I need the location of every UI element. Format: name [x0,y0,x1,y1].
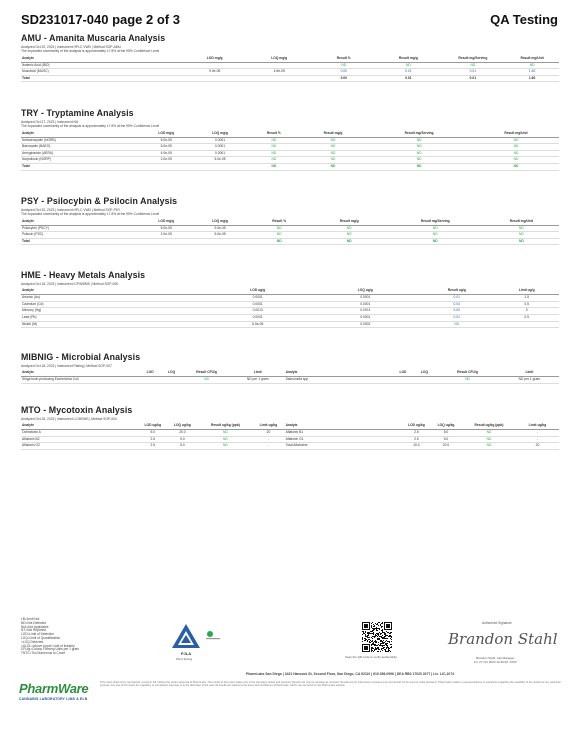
table-cell: 0.0074 [312,308,420,315]
table-row [21,69,559,76]
column-header: Result CFU/g [182,371,230,376]
table-cell: ND per 1 gram [500,377,559,384]
table-cell: 5.0 [166,443,198,450]
signature-icon: Brandon Stahl [448,630,558,648]
microbial-table [21,371,559,383]
verification-qr-code[interactable] [362,622,392,652]
table-cell: 5.0e-05 [193,232,247,239]
table-cell: 20 [516,443,559,450]
table-cell: 5.0e-05 [139,144,193,151]
column-header: LOQ [414,371,436,376]
amu-table [21,57,559,83]
table-cell: ND [247,157,301,164]
table-cell: Salmonella spp. [285,377,393,384]
column-header: Result % [247,220,312,225]
column-header: Analyte [285,424,403,429]
table-cell: 0.00 [312,69,377,76]
table-cell: 0.0001 [204,314,312,321]
table-row [21,225,559,232]
column-header: Analyte [21,424,139,429]
table-cell: 5.0e-05 [139,225,193,232]
mycotoxin-meta [21,417,559,421]
table-cell: ND [473,144,559,151]
table-cell: 1.60 [505,69,559,76]
column-header: LOQ mg/g [193,132,247,137]
microbial-meta-line1: Analyzed Oct 18, 2023 | Instrument Plating | Method SOP-007 [21,364,112,368]
hme-meta-line1: Analyzed Oct 18, 2023 | Instrument ICP/MSMS | Method SOP-005 [21,282,119,286]
table-cell: 0.01 [376,75,441,82]
table-cell: ND [435,377,500,384]
table-cell: ND [365,137,473,144]
table-cell: - [252,443,284,450]
table-row [21,377,559,384]
table-cell: ND [484,238,559,245]
table-cell: ND [387,238,484,245]
table-cell: Psilocin (PSC) [21,232,139,239]
table-cell [494,321,559,328]
column-header: LOQ ug/g [312,289,420,294]
pjla-caption: PJLA Testing [176,657,193,661]
table-cell: 5.0 [430,430,462,437]
signature-label: Authorized Signature [482,621,512,625]
column-header: Result mg/Unit [484,220,559,225]
table-cell: ND [473,137,559,144]
table-cell: ND [247,163,301,170]
table-cell: 6.0e-05 [204,321,312,328]
table-cell: ND [247,238,312,245]
table-cell: 0.01 [419,314,494,321]
pharmware-brand: PharmWare [19,681,89,696]
column-header: Limit ug/kg [252,424,284,429]
table-cell: ND [387,225,484,232]
table-cell: 20 [252,430,284,437]
column-header: Result CFU/g [435,371,500,376]
table-cell [139,163,193,170]
table-cell: 9.0e-05 [182,69,247,76]
column-header: Result mg/g [301,132,366,137]
table-cell: Total [21,75,182,82]
table-cell: ND [301,137,366,144]
table-cell: ND [312,62,377,69]
table-row [21,144,559,151]
table-cell: ND [182,377,230,384]
column-header: Analyte [285,371,393,376]
amu-section [21,33,559,82]
column-header: Analyte [21,289,204,294]
table-cell: 0.01 [441,69,506,76]
abbreviation-legend [21,618,79,656]
table-cell: Mercury (Hg) [21,308,204,315]
legend-item: LOQ=Limit of Quantification [21,635,61,640]
microbial-meta [21,364,559,368]
table-cell: Norpsilocin (NORP) [21,157,139,164]
table-cell: 5.0e-05 [193,157,247,164]
table-row [21,308,559,315]
signed-date: Fri, 27 Oct 2023 12:46:00 -0700 [474,659,517,664]
svg-text:PJLA: PJLA [180,651,192,656]
table-cell: 0.0001 [193,150,247,157]
column-header: Result mg/Serving [441,57,506,62]
table-cell: ND [505,62,559,69]
table-cell: ND [462,436,516,443]
table-cell [139,377,161,384]
legend-item: LOD=Limit of Detection [21,632,55,637]
table-cell [161,377,183,384]
table-row [21,75,559,82]
table-cell: Norbaeocystin (NORB) [21,137,139,144]
table-cell: 20.0 [430,443,462,450]
mycotoxin-meta-line1: Analyzed Oct 18, 2023 | Instrument LC/MSMS | Method SOP-004 [21,417,117,421]
legend-item: LB=Limit Not [21,617,40,621]
column-header: LOD mg/g [139,220,193,225]
table-cell: ND [247,144,301,151]
table-cell: 0.0001 [312,314,420,321]
table-row [21,436,559,443]
microbial-section [21,352,559,384]
table-cell [414,377,436,384]
psy-title: PSY - Psilocybin & Psilocin Analysis [21,196,178,206]
psy-section [21,196,559,245]
table-cell: ND [462,443,516,450]
table-cell: Shiga toxin-producing Escherichia Coli [21,377,139,384]
column-header: LOQ ug/kg [430,424,462,429]
table-cell: ND [365,144,473,151]
table-cell: 2.5 [139,443,166,450]
table-row [21,163,559,170]
table-cell: 3 [494,308,559,315]
table-cell: 0.0001 [193,144,247,151]
table-cell: Ibotenic Acid (IBO) [21,62,182,69]
table-cell [182,62,247,69]
column-header: LOQ mg/g [193,220,247,225]
table-cell: ND [376,62,441,69]
column-header: Analyte [21,220,139,225]
column-header: Result mg/g [312,220,387,225]
table-row [21,443,559,450]
table-cell: 2.5 [403,430,430,437]
table-cell: 2.5 [139,436,166,443]
table-cell: ND [365,150,473,157]
table-cell: Baeocystin (BAEO) [21,144,139,151]
table-cell: 10.0 [403,443,430,450]
table-cell: Muscimol (MUSC) [21,69,182,76]
table-cell: ND [462,430,516,437]
table-cell: - [516,436,559,443]
qr-caption: Scan the QR code to verify authenticity. [345,655,398,659]
table-cell: 5.0 [139,430,166,437]
table-cell: 0.0001 [193,137,247,144]
table-cell: - [252,436,284,443]
table-cell: ND [473,163,559,170]
table-cell: Aflatoxin G1 [285,436,403,443]
column-header: Analyte [21,132,139,137]
table-cell: ND [441,62,506,69]
column-header: LOQ [161,371,183,376]
table-cell: 5.0 [430,436,462,443]
try-meta [21,120,559,129]
pjla-accreditation-icon [170,622,222,662]
table-row [21,430,559,437]
mycotoxin-table [21,424,559,450]
table-cell: 2.5 [403,436,430,443]
column-header: Limit [231,371,285,376]
amu-meta-line2: The expanded uncertainty of the analysis is approximately ±7.8% at the 95% Confidence Level [21,49,160,54]
table-cell: 1.60 [505,75,559,82]
report-title: SD231017-040 page 2 of 3 [21,12,180,27]
table-cell: ND [301,150,366,157]
table-row [21,301,559,308]
table-cell: ND [473,157,559,164]
table-cell: ND [199,443,253,450]
table-row [21,150,559,157]
column-header: Result % [312,57,377,62]
table-cell: ND [365,157,473,164]
table-cell: 4.5e-05 [247,69,312,76]
table-cell: ND [301,163,366,170]
column-header: Result mg/Unit [505,57,559,62]
hme-table [21,289,559,328]
table-cell: ND [247,150,301,157]
microbial-title: MIBNIG - Microbial Analysis [21,352,141,362]
try-meta-line2: The expanded uncertainty of the analysis is approximately ±7.8% at the 95% Confidence Level [21,124,160,129]
table-cell: ND [247,137,301,144]
table-cell: ND [301,144,366,151]
amu-meta-line1: Analyzed Oct 20, 2023 | Instrument HPLC VWD | Method SOP-AMU [21,45,121,49]
table-cell: 9.0e-05 [193,225,247,232]
table-cell: ND [247,225,312,232]
try-title: TRY - Tryptamine Analysis [21,108,134,118]
table-row [21,321,559,328]
table-cell: Psilocybin (PSCY) [21,225,139,232]
column-header: Analyte [21,57,182,62]
column-header: LOD ug/g [204,289,312,294]
column-header: LOD mg/g [182,57,247,62]
column-header: LOD [139,371,161,376]
table-cell: ND [301,157,366,164]
column-header: LOD mg/g [139,132,193,137]
table-cell: ND [365,163,473,170]
table-cell: ND [387,232,484,239]
table-cell: ND [484,225,559,232]
table-cell: 0.00 [419,308,494,315]
table-cell: 0.5 [494,301,559,308]
table-cell: Total [21,163,139,170]
table-cell: Aflatoxin B1 [285,430,403,437]
table-row [21,157,559,164]
legend-item: ND=Not Detected [21,620,47,625]
table-cell: 0.0001 [204,301,312,308]
column-header: Result ug/kg (ppb) [462,424,516,429]
table-cell: Aflatoxin B2 [21,436,139,443]
table-cell: ND [473,150,559,157]
table-cell: ND [484,232,559,239]
column-header: Result ug/kg (ppb) [199,424,253,429]
pharmware-subtitle: CANNABIS LABORATORY LIMS & ELN [19,697,88,701]
column-header: Result mg/Unit [473,132,559,137]
table-cell: 0.0001 [312,295,420,302]
mycotoxin-section [21,405,559,450]
table-row [21,232,559,239]
table-cell: 2.0e-05 [139,232,193,239]
column-header: Limit [500,371,559,376]
table-cell: Cadmium (Cd) [21,301,204,308]
signer-details [474,657,517,665]
lab-address: PharmLabs San Diego | 3421 Hancock St, Second Floor, San Diego, CA 92110 | 619.356.0996 | DEA RB0 17020 3077 | Lic. LIC-1074 [245,672,455,676]
table-cell [247,75,312,82]
pharmware-logo [19,681,88,701]
table-cell: ND [199,430,253,437]
table-cell: ND [312,232,387,239]
column-header: Result ug/g [419,289,494,294]
table-cell: ND [247,232,312,239]
column-header: Result mg/Serving [387,220,484,225]
table-cell: 4.0e-05 [139,150,193,157]
column-header: LOD ug/kg [403,424,430,429]
table-cell: 0.0013 [204,308,312,315]
table-cell: 0.5 [494,314,559,321]
table-row [21,238,559,245]
table-cell: 20.0 [166,430,198,437]
table-cell: 0.0001 [312,301,420,308]
table-cell [182,75,247,82]
column-header: LOD [392,371,414,376]
table-cell: 0.0002 [312,321,420,328]
column-header: LOQ mg/g [247,57,312,62]
table-cell: ND [312,225,387,232]
table-cell: ND [312,238,387,245]
psy-meta-line2: The expanded uncertainty of the analysis is approximately ±7.8% at the 95% Confidence Level [21,212,160,217]
column-header: Result mg/g [376,57,441,62]
table-row [21,295,559,302]
column-header: Result % [247,132,301,137]
table-row [21,314,559,321]
signer-name: Brandon Stahl, Lab Manager [476,656,515,660]
hme-title: HME - Heavy Metals Analysis [21,270,146,280]
table-cell: 0.0001 [204,295,312,302]
table-cell: 5.0 [166,436,198,443]
hme-meta [21,282,559,286]
try-meta-line1: Analyzed Oct 27, 2023 | Instrument NA [21,120,79,124]
table-cell: 2.0e-05 [139,157,193,164]
hme-section [21,270,559,328]
column-header: Result mg/Serving [365,132,473,137]
column-header: Limit ug/kg [516,424,559,429]
table-cell [193,163,247,170]
legend-item: CFU/g=Colony Forming Units per 1 gram [21,647,80,652]
try-table [21,132,559,171]
table-cell: 0.01 [419,295,494,302]
table-cell: ND [199,436,253,443]
table-cell: 5.0e-05 [139,137,193,144]
table-cell: ND [419,321,494,328]
psy-meta-line1: Analyzed Oct 20, 2023 | Instrument HPLC VWD | Method SOP-PSY [21,208,121,212]
table-cell [193,238,247,245]
table-cell: 0.01 [376,69,441,76]
disclaimer-text: This report shall not be reproduced, except in full, without the written approval of PharmLabs. The results of this report relate only to the sample(s) tested and received. Results are only for samples as received. Results are for information purposes only and should not be used to make decisions. PharmLabs makes no representations or warranties regarding the suitability of the results for any particular purpose. Any use of this report for regulatory or compliance purposes is at the discretion of the user. All results are subject to the terms and conditions of PharmLabs, which may be found on the PharmLabs website. [100,681,561,688]
table-cell: Aflatoxin G2 [21,443,139,450]
table-cell: Total [21,238,139,245]
table-cell [392,377,414,384]
legend-item: <LOQ Detected [21,639,44,644]
table-cell: Arsenic (As) [21,295,204,302]
table-cell: 0.04 [419,301,494,308]
column-header: Analyte [21,371,139,376]
table-cell: 1.5 [494,295,559,302]
try-section [21,108,559,171]
table-row [21,62,559,69]
table-cell: Lead (Pb) [21,314,204,321]
table-cell: ND per 1 gram [231,377,285,384]
table-cell [139,238,193,245]
table-cell: - [516,430,559,437]
mycotoxin-title: MTO - Mycotoxin Analysis [21,405,133,415]
column-header: LOQ ug/kg [166,424,198,429]
table-row [21,137,559,144]
psy-table [21,220,559,246]
amu-meta [21,45,559,54]
column-header: Limit ug/g [494,289,559,294]
legend-item: >ULOL=Above Upper Limit of linearity [21,643,75,648]
table-cell: 0.01 [441,75,506,82]
table-cell: Total Aflatoxins [285,443,403,450]
legend-item: TNTC=Too Numerous to Count [21,651,66,656]
amu-title: AMU - Amanita Muscaria Analysis [21,33,166,43]
table-cell: Ochratoxin A [21,430,139,437]
legend-item: NT=Not Reported [21,628,47,633]
qa-testing-label: QA Testing [490,12,558,27]
table-cell: Aeruginascin (AERU) [21,150,139,157]
psy-meta [21,208,559,217]
table-cell: 0.00 [312,75,377,82]
table-cell [247,62,312,69]
column-header: LOD ug/kg [139,424,166,429]
legend-item: N/A=Not Applicable [21,624,49,629]
table-cell: Nickel (Ni) [21,321,204,328]
